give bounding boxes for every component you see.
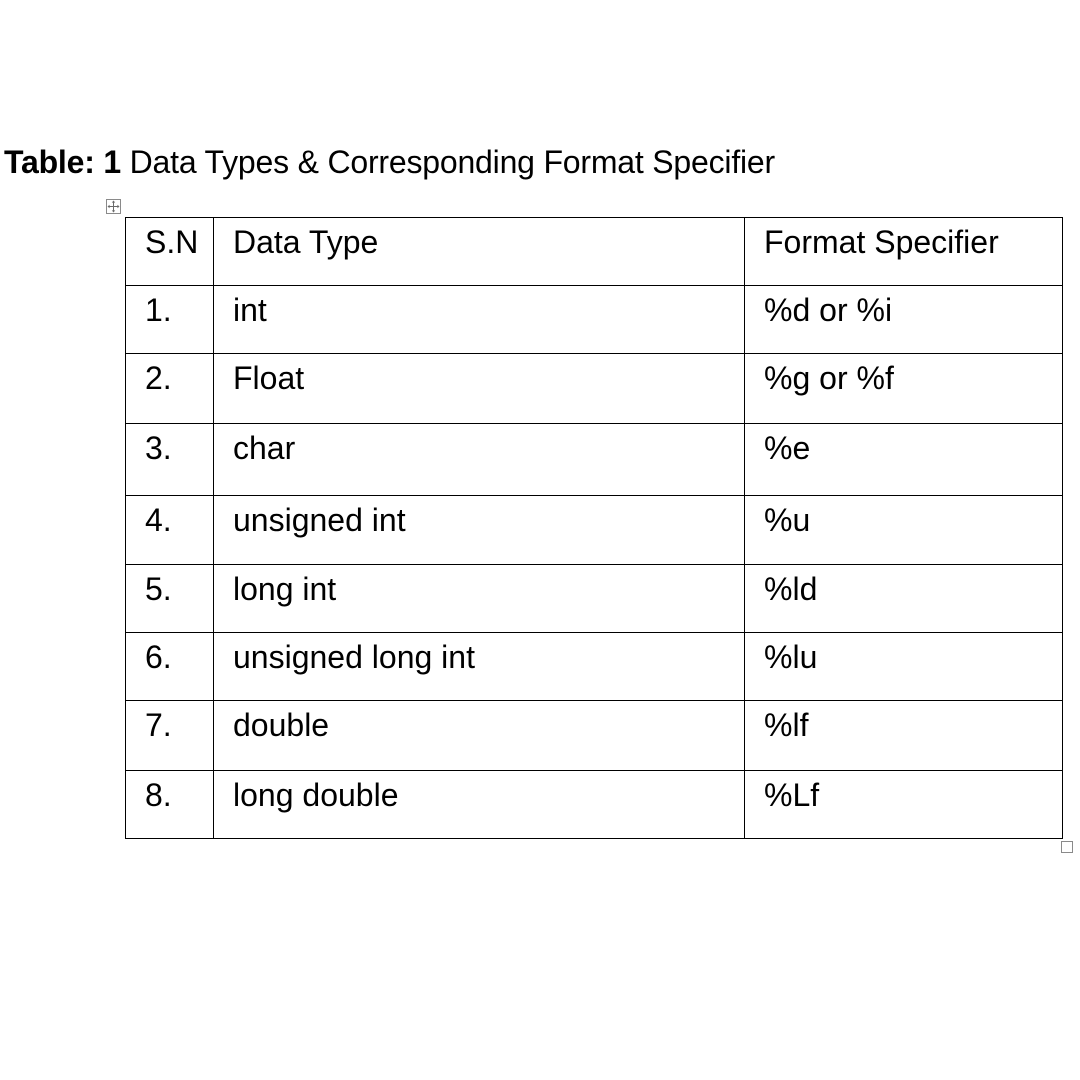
table-row: [126, 496, 1063, 565]
header-sn-cell[interactable]: [126, 218, 214, 286]
row-data-type: char: [233, 430, 296, 466]
row-sn-cell[interactable]: [126, 286, 214, 354]
row-data-type-cell[interactable]: [214, 771, 745, 839]
table-row: [126, 286, 1063, 354]
table-row: [126, 424, 1063, 496]
row-format: %lu: [764, 639, 818, 675]
row-sn-cell[interactable]: [126, 496, 214, 565]
row-data-type: double: [233, 707, 330, 743]
header-sn: S.N: [145, 224, 199, 260]
row-sn: 6.: [145, 639, 172, 675]
row-format: %u: [764, 502, 811, 538]
table-row: [126, 771, 1063, 839]
row-sn-cell[interactable]: [126, 424, 214, 496]
row-format-cell[interactable]: [745, 354, 1063, 424]
row-format-cell[interactable]: [745, 771, 1063, 839]
row-format: %d or %i: [764, 292, 893, 328]
table-row: [126, 354, 1063, 424]
row-format-cell[interactable]: [745, 701, 1063, 771]
table-caption: [4, 140, 775, 184]
row-sn: 2.: [145, 360, 172, 396]
header-format-specifier: Format Specifier: [764, 224, 999, 260]
row-format-cell[interactable]: [745, 496, 1063, 565]
row-data-type-cell[interactable]: [214, 424, 745, 496]
row-sn: 4.: [145, 502, 172, 538]
table-row: [126, 701, 1063, 771]
row-sn: 3.: [145, 430, 172, 466]
row-sn: 5.: [145, 571, 172, 607]
header-data-type-cell[interactable]: [214, 218, 745, 286]
row-sn-cell[interactable]: [126, 771, 214, 839]
row-data-type: int: [233, 292, 267, 328]
table-move-icon[interactable]: [106, 199, 121, 214]
header-format-cell[interactable]: [745, 218, 1063, 286]
row-sn: 1.: [145, 292, 172, 328]
data-types-table: [125, 217, 1063, 839]
caption-label: Table: 1: [4, 144, 121, 180]
table-resize-icon[interactable]: [1061, 841, 1073, 853]
table-header-row: [126, 218, 1063, 286]
row-format-cell[interactable]: [745, 565, 1063, 633]
row-sn: 7.: [145, 707, 172, 743]
row-sn-cell[interactable]: [126, 565, 214, 633]
table-row: [126, 565, 1063, 633]
row-data-type-cell[interactable]: [214, 354, 745, 424]
row-format: %lf: [764, 707, 809, 743]
row-data-type-cell[interactable]: [214, 633, 745, 701]
table-row: [126, 633, 1063, 701]
row-format-cell[interactable]: [745, 286, 1063, 354]
row-data-type: long int: [233, 571, 337, 607]
caption-text: Data Types & Corresponding Format Specifier: [120, 144, 775, 180]
row-sn-cell[interactable]: [126, 701, 214, 771]
row-data-type-cell[interactable]: [214, 701, 745, 771]
row-format: %Lf: [764, 777, 820, 813]
row-format: %ld: [764, 571, 818, 607]
row-format: %e: [764, 430, 811, 466]
row-sn-cell[interactable]: [126, 633, 214, 701]
row-data-type-cell[interactable]: [214, 565, 745, 633]
row-sn: 8.: [145, 777, 172, 813]
row-data-type-cell[interactable]: [214, 496, 745, 565]
row-data-type-cell[interactable]: [214, 286, 745, 354]
header-data-type: Data Type: [233, 224, 379, 260]
row-format: %g or %f: [764, 360, 894, 396]
row-data-type: long double: [233, 777, 399, 813]
row-sn-cell[interactable]: [126, 354, 214, 424]
row-format-cell[interactable]: [745, 424, 1063, 496]
row-data-type: Float: [233, 360, 305, 396]
row-data-type: unsigned long int: [233, 639, 475, 675]
row-format-cell[interactable]: [745, 633, 1063, 701]
row-data-type: unsigned int: [233, 502, 406, 538]
